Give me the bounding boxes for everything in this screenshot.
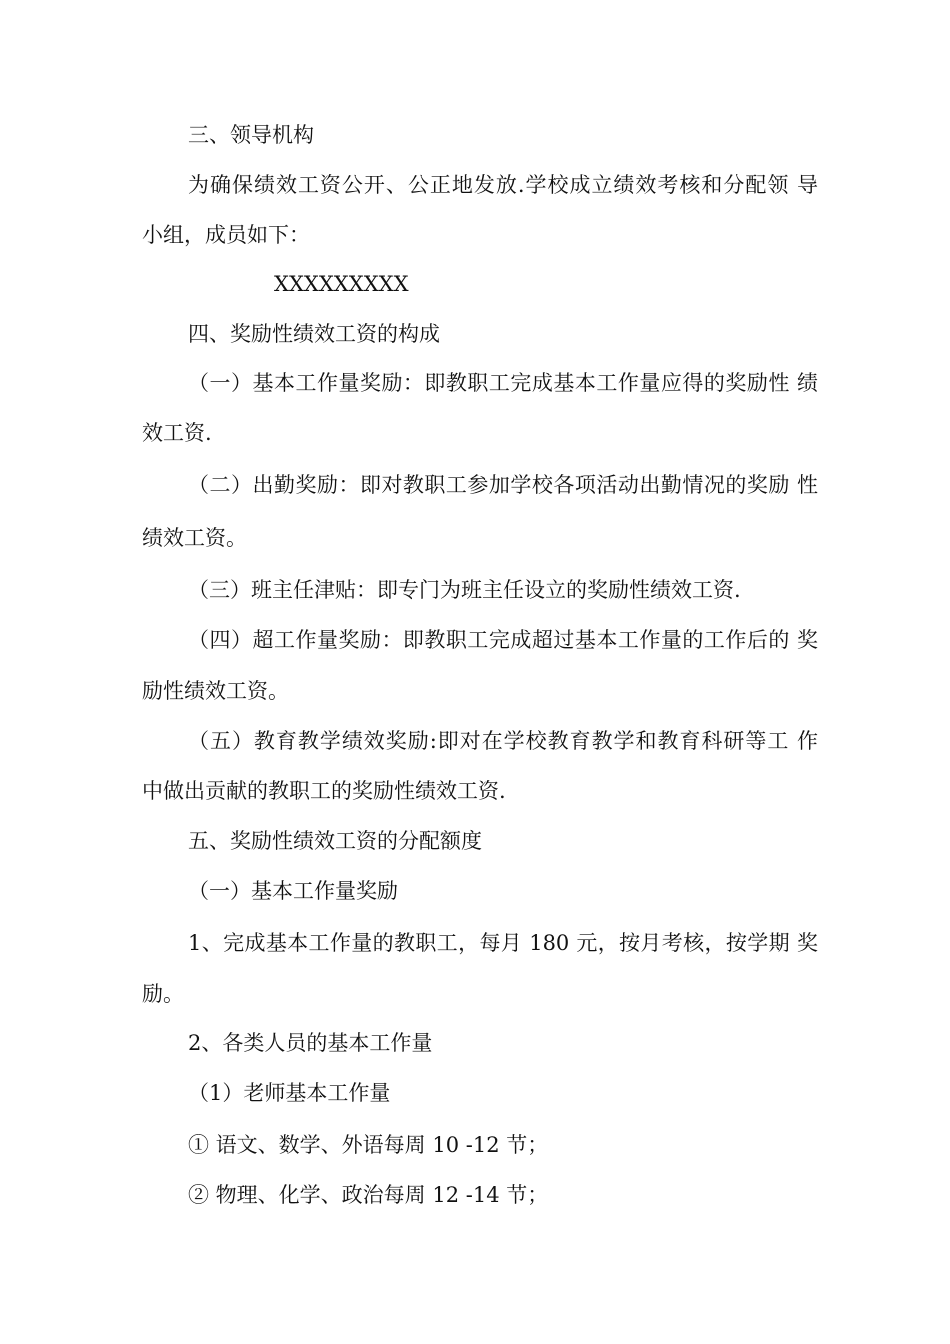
paragraph-line: 1、完成基本工作量的教职工，每月 180 元，按月考核，按学期 奖 bbox=[188, 931, 818, 955]
list-item-line: 绩效工资。 bbox=[142, 526, 247, 550]
list-item-line: （四）超工作量奖励：即教职工完成超过基本工作量的工作后的 奖 bbox=[188, 628, 818, 652]
list-item-line: （五）教育教学绩效奖励:即对在学校教育教学和教育科研等工 作 bbox=[188, 729, 818, 753]
list-item-line: 中做出贡献的教职工的奖励性绩效工资. bbox=[142, 779, 506, 803]
list-item-line: （一）基本工作量奖励：即教职工完成基本工作量应得的奖励性 绩 bbox=[188, 371, 818, 395]
paragraph-line: 励。 bbox=[142, 982, 184, 1006]
section-heading-allocation: 五、奖励性绩效工资的分配额度 bbox=[188, 829, 482, 853]
list-item-line: （二）出勤奖励：即对教职工参加学校各项活动出勤情况的奖励 性 bbox=[188, 473, 818, 497]
subheading-line: （一）基本工作量奖励 bbox=[188, 879, 398, 903]
paragraph-line: 2、各类人员的基本工作量 bbox=[188, 1031, 433, 1055]
paragraph-line: 小组，成员如下： bbox=[142, 223, 310, 247]
section-heading-leadership: 三、领导机构 bbox=[188, 123, 314, 147]
list-item-line: （三）班主任津贴：即专门为班主任设立的奖励性绩效工资. bbox=[188, 578, 741, 602]
member-names-placeholder: XXXXXXXXX bbox=[274, 272, 409, 296]
list-item-line: 励性绩效工资。 bbox=[142, 679, 289, 703]
list-item-line: 效工资. bbox=[142, 421, 212, 445]
section-heading-composition: 四、奖励性绩效工资的构成 bbox=[188, 322, 440, 346]
subheading-line: （1）老师基本工作量 bbox=[188, 1081, 391, 1105]
list-item-line: ② 物理、化学、政治每周 12 -14 节； bbox=[188, 1183, 549, 1207]
paragraph-line: 为确保绩效工资公开、公正地发放.学校成立绩效考核和分配领 导 bbox=[188, 173, 818, 197]
list-item-line: ① 语文、数学、外语每周 10 -12 节； bbox=[188, 1133, 549, 1157]
